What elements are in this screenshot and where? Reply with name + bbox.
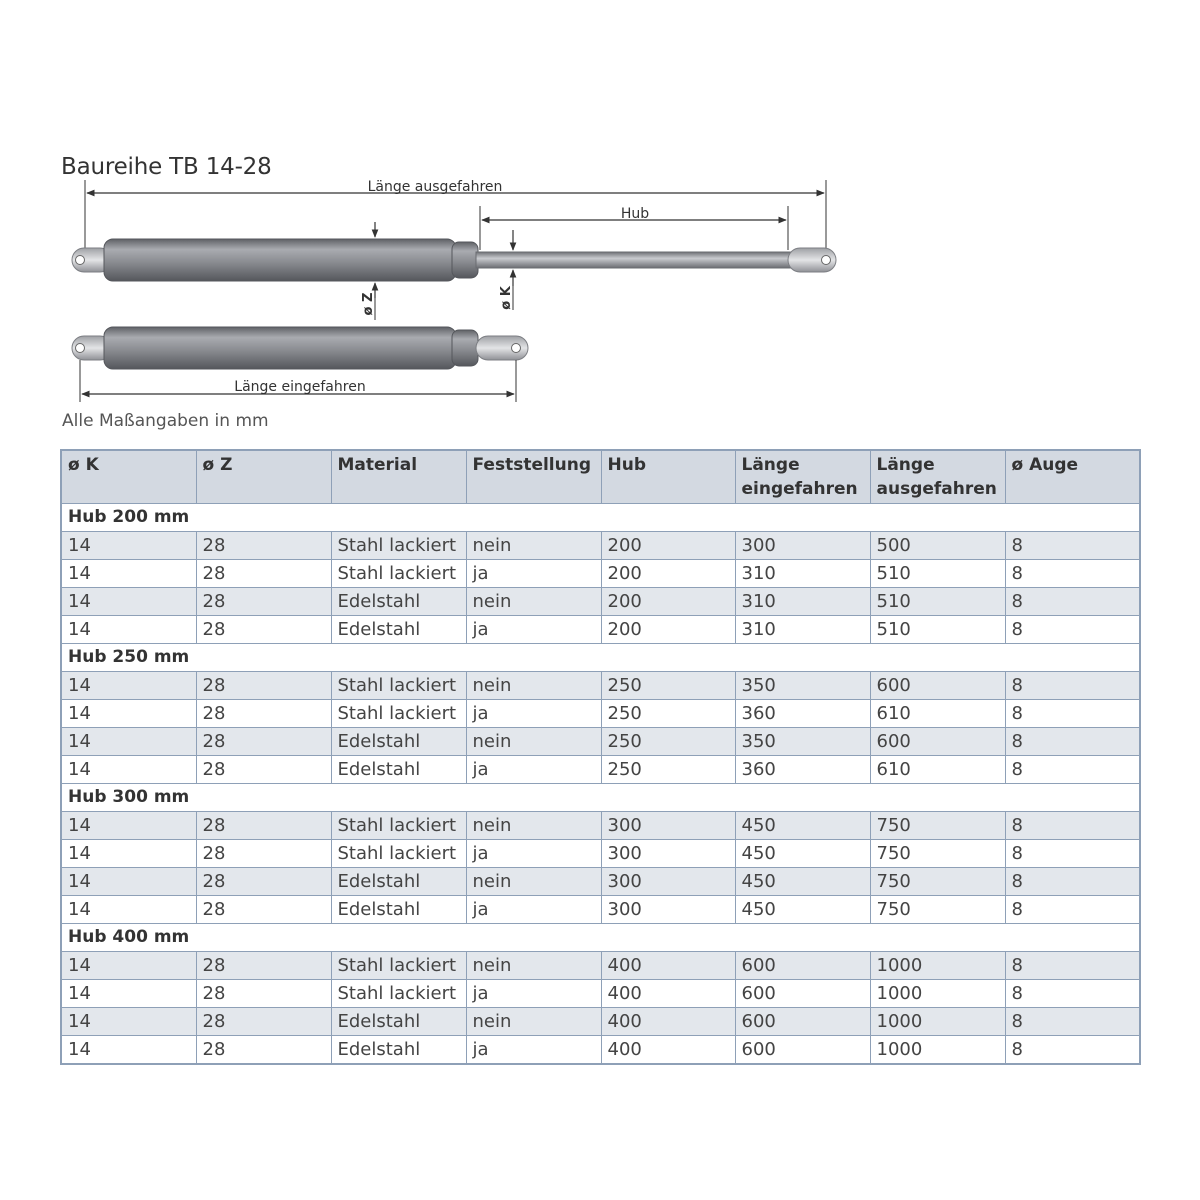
table-cell: 14: [61, 756, 196, 784]
table-cell: ja: [466, 616, 601, 644]
table-row: [61, 952, 1140, 980]
table-cell: Stahl lackiert: [331, 840, 466, 868]
label-extended-length: Länge ausgefahren: [367, 179, 503, 195]
header-length-retracted: Länge eingefahren: [735, 450, 870, 504]
table-cell: 14: [61, 980, 196, 1008]
table-cell: nein: [466, 952, 601, 980]
table-cell: 200: [601, 616, 735, 644]
page-title: Baureihe TB 14-28: [61, 154, 272, 180]
table-cell: 250: [601, 728, 735, 756]
table-row: [61, 532, 1140, 560]
table-cell: 310: [735, 616, 870, 644]
table-cell: 450: [735, 812, 870, 840]
table-cell: 28: [196, 896, 331, 924]
table-cell: 600: [735, 980, 870, 1008]
spec-table: [60, 449, 1141, 1065]
table-cell: Edelstahl: [331, 616, 466, 644]
table-cell: 14: [61, 812, 196, 840]
table-cell: 8: [1005, 588, 1140, 616]
table-cell: 600: [870, 728, 1005, 756]
table-cell: 310: [735, 588, 870, 616]
table-cell: 750: [870, 840, 1005, 868]
table-cell: 28: [196, 728, 331, 756]
table-cell: 300: [601, 868, 735, 896]
table-cell: 14: [61, 1036, 196, 1065]
table-cell: 28: [196, 588, 331, 616]
table-cell: 8: [1005, 1008, 1140, 1036]
table-cell: 8: [1005, 868, 1140, 896]
dimension-note: Alle Maßangaben in mm: [62, 411, 269, 431]
table-cell: 750: [870, 868, 1005, 896]
table-cell: 750: [870, 812, 1005, 840]
table-cell: 14: [61, 672, 196, 700]
table-cell: ja: [466, 980, 601, 1008]
table-cell: 28: [196, 672, 331, 700]
table-cell: 28: [196, 532, 331, 560]
group-row: [61, 644, 1140, 672]
table-cell: 310: [735, 560, 870, 588]
table-cell: ja: [466, 560, 601, 588]
table-cell: 600: [870, 672, 1005, 700]
table-cell: 200: [601, 560, 735, 588]
table-cell: Stahl lackiert: [331, 700, 466, 728]
table-cell: Edelstahl: [331, 868, 466, 896]
table-cell: 28: [196, 952, 331, 980]
table-cell: 28: [196, 700, 331, 728]
table-cell: 300: [601, 812, 735, 840]
table-cell: Edelstahl: [331, 588, 466, 616]
table-cell: 8: [1005, 532, 1140, 560]
header-length-extended: Länge ausgefahren: [870, 450, 1005, 504]
table-cell: 510: [870, 560, 1005, 588]
group-row: [61, 784, 1140, 812]
table-cell: 250: [601, 700, 735, 728]
table-row: [61, 756, 1140, 784]
header-row: [61, 450, 1140, 504]
table-cell: 8: [1005, 700, 1140, 728]
table-cell: 28: [196, 756, 331, 784]
table-cell: Edelstahl: [331, 1008, 466, 1036]
table-cell: 300: [601, 896, 735, 924]
group-row: [61, 924, 1140, 952]
table-cell: Edelstahl: [331, 728, 466, 756]
table-cell: 250: [601, 756, 735, 784]
table-row: [61, 728, 1140, 756]
table-cell: 450: [735, 896, 870, 924]
table-cell: 1000: [870, 1036, 1005, 1065]
table-cell: 200: [601, 588, 735, 616]
table-cell: 14: [61, 588, 196, 616]
table-cell: Edelstahl: [331, 756, 466, 784]
group-label: Hub 300 mm: [61, 784, 1140, 812]
table-cell: 610: [870, 700, 1005, 728]
header-eye-diameter: ø Auge: [1005, 450, 1140, 504]
table-cell: 28: [196, 868, 331, 896]
table-cell: 500: [870, 532, 1005, 560]
table-cell: 450: [735, 840, 870, 868]
group-label: Hub 250 mm: [61, 644, 1140, 672]
table-cell: nein: [466, 1008, 601, 1036]
table-cell: 350: [735, 672, 870, 700]
table-cell: 14: [61, 560, 196, 588]
table-cell: Edelstahl: [331, 1036, 466, 1065]
table-cell: 400: [601, 1008, 735, 1036]
table-cell: nein: [466, 588, 601, 616]
table-cell: 8: [1005, 616, 1140, 644]
table-cell: 360: [735, 700, 870, 728]
table-cell: 14: [61, 728, 196, 756]
table-cell: 300: [601, 840, 735, 868]
gas-spring-drawing: [60, 170, 850, 410]
table-cell: ja: [466, 840, 601, 868]
header-material: Material: [331, 450, 466, 504]
label-stroke: Hub: [620, 206, 650, 222]
table-row: [61, 672, 1140, 700]
table-cell: 510: [870, 616, 1005, 644]
label-diameter-z: ø Z: [361, 292, 376, 316]
header-hub: Hub: [601, 450, 735, 504]
table-cell: 8: [1005, 728, 1140, 756]
table-cell: 600: [735, 952, 870, 980]
table-cell: 450: [735, 868, 870, 896]
table-row: [61, 840, 1140, 868]
table-cell: 28: [196, 616, 331, 644]
table-cell: ja: [466, 896, 601, 924]
header-diameter-k: ø K: [61, 450, 196, 504]
group-row: [61, 504, 1140, 532]
table-cell: 8: [1005, 812, 1140, 840]
table-cell: nein: [466, 532, 601, 560]
table-cell: Stahl lackiert: [331, 980, 466, 1008]
table-cell: 28: [196, 840, 331, 868]
table-cell: 8: [1005, 560, 1140, 588]
table-cell: 14: [61, 868, 196, 896]
table-cell: 510: [870, 588, 1005, 616]
table-cell: 14: [61, 1008, 196, 1036]
table-cell: 400: [601, 980, 735, 1008]
table-row: [61, 616, 1140, 644]
table-row: [61, 868, 1140, 896]
table-row: [61, 700, 1140, 728]
table-cell: 350: [735, 728, 870, 756]
table-cell: nein: [466, 728, 601, 756]
table-cell: 250: [601, 672, 735, 700]
table-cell: nein: [466, 672, 601, 700]
table-cell: 8: [1005, 896, 1140, 924]
header-diameter-z: ø Z: [196, 450, 331, 504]
table-cell: 14: [61, 952, 196, 980]
table-cell: 8: [1005, 672, 1140, 700]
table-row: [61, 896, 1140, 924]
table-cell: Stahl lackiert: [331, 812, 466, 840]
table-cell: 1000: [870, 980, 1005, 1008]
table-cell: 8: [1005, 952, 1140, 980]
label-diameter-k: ø K: [499, 286, 514, 310]
table-cell: Stahl lackiert: [331, 952, 466, 980]
header-feststellung: Feststellung: [466, 450, 601, 504]
table-cell: nein: [466, 868, 601, 896]
table-row: [61, 560, 1140, 588]
table-cell: 750: [870, 896, 1005, 924]
group-label: Hub 400 mm: [61, 924, 1140, 952]
table-cell: 200: [601, 532, 735, 560]
table-cell: ja: [466, 756, 601, 784]
table-cell: 400: [601, 1036, 735, 1065]
table-row: [61, 812, 1140, 840]
table-cell: 1000: [870, 952, 1005, 980]
table-row: [61, 980, 1140, 1008]
table-cell: Stahl lackiert: [331, 532, 466, 560]
spring-extended: [72, 180, 836, 320]
table-cell: 14: [61, 700, 196, 728]
table-cell: 28: [196, 1008, 331, 1036]
table-cell: 8: [1005, 980, 1140, 1008]
table-cell: 8: [1005, 840, 1140, 868]
table-cell: 600: [735, 1036, 870, 1065]
table-cell: 600: [735, 1008, 870, 1036]
table-row: [61, 588, 1140, 616]
table-row: [61, 1036, 1140, 1065]
table-cell: 14: [61, 616, 196, 644]
table-cell: 360: [735, 756, 870, 784]
table-cell: 14: [61, 840, 196, 868]
table-cell: 300: [735, 532, 870, 560]
table-cell: 1000: [870, 1008, 1005, 1036]
table-cell: 28: [196, 812, 331, 840]
table-cell: 14: [61, 896, 196, 924]
table-cell: ja: [466, 1036, 601, 1065]
table-cell: Stahl lackiert: [331, 560, 466, 588]
table-cell: 610: [870, 756, 1005, 784]
label-retracted-length: Länge eingefahren: [234, 379, 366, 395]
group-label: Hub 200 mm: [61, 504, 1140, 532]
table-cell: nein: [466, 812, 601, 840]
table-cell: ja: [466, 700, 601, 728]
table-cell: 8: [1005, 756, 1140, 784]
table-cell: Stahl lackiert: [331, 672, 466, 700]
table-row: [61, 1008, 1140, 1036]
table-cell: 8: [1005, 1036, 1140, 1065]
table-cell: 28: [196, 980, 331, 1008]
table-cell: 28: [196, 560, 331, 588]
table-cell: 400: [601, 952, 735, 980]
table-cell: 14: [61, 532, 196, 560]
table-cell: 28: [196, 1036, 331, 1065]
table-cell: Edelstahl: [331, 896, 466, 924]
